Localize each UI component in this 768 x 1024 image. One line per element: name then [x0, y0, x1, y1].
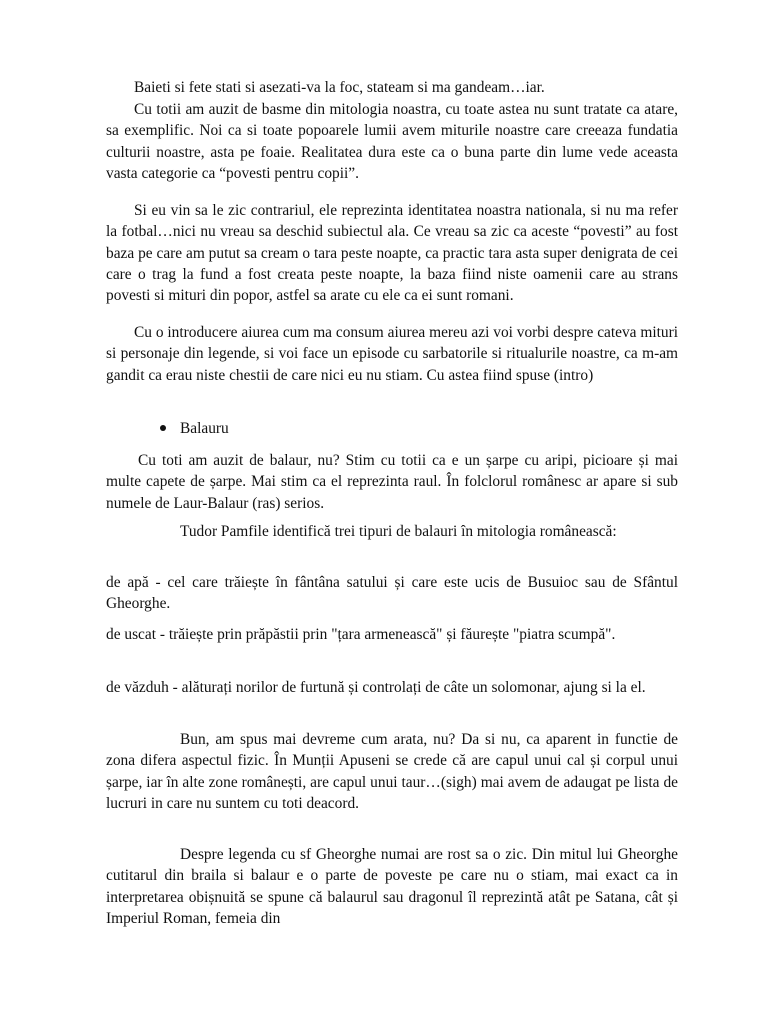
paragraph-pamfile: Tudor Pamfile identifică trei tipuri de balauri în mitologia românească: — [180, 523, 617, 540]
paragraph-myths: Cu totii am auzit de basme din mitologia noastra, cu toate astea nu sunt tratate ca atare, sa exemplific. Noi ca si toate popoarele lumii avem miturile noastre care creeaza fundatia culturii noastre, asta pe foaie. Realitatea dura este ca o buna parte din lume vede aceasta vasta categorie ca “povesti pentru copii”. — [106, 101, 678, 182]
paragraph-saint-george: Despre legenda cu sf Gheorghe numai are rost sa o zic. Din mitul lui Gheorghe cutitarul din braila si balaur e o parte de poveste pe care nu o stiam, mai exact ca in interpretarea obișnuită se spune că balaurul sau dragonul îl reprezintă atât pe Satana, cât și Imperiul Roman, femeia din — [106, 846, 678, 927]
paragraph-land-dragon: de uscat - trăiește prin prăpăstii prin "țara armenească" și făurește "piatra scumpă". — [106, 626, 616, 643]
paragraph-balaur: Cu toti am auzit de balaur, nu? Stim cu totii ca e un șarpe cu aripi, picioare și mai multe capete de șarpe. Mai stim ca el reprezinta raul. În folclorul românesc ar apare si sub numele de Laur-Balaur (ras) serios. — [106, 452, 678, 512]
paragraph-intro: Baieti si fete stati si asezati-va la foc, stateam si ma gandeam…iar. — [134, 79, 545, 96]
paragraph-sky-dragon: de văzduh - alăturați norilor de furtună și controlați de câte un solomonar, ajung si la el. — [106, 679, 646, 696]
bullet-dot-icon — [160, 425, 166, 431]
paragraph-introduction: Cu o introducere aiurea cum ma consum aiurea mereu azi voi vorbi despre cateva mituri si personaje din legende, si voi face un episode cu sarbatorile si ritualurile noastre, ca m-am gandit ca erau niste chestii de care nici eu nu stiam. Cu astea fiind spuse (intro) — [106, 324, 678, 384]
paragraph-identity: Si eu vin sa le zic contrariul, ele reprezinta identitatea noastra nationala, si nu ma refer la fotbal…nici nu vreau sa deschid subiectul ala. Ce vreau sa zic ca aceste “povesti” au fost baza pe care am putut sa cream o tara peste noapte, ca practic tara asta super denigrata de cei care o trag la fund a fost creata peste noapte, la baza fiind niste oamenii care au strans povesti si mituri din popor, astfel sa arate cu ele ca ei sunt romani. — [106, 202, 678, 305]
bullet-label: Balauru — [180, 420, 229, 437]
bullet-item — [160, 418, 229, 439]
paragraph-water-dragon: de apă - cel care trăiește în fântâna satului și care este ucis de Busuioc sau de Sfântul Gheorghe. — [106, 574, 678, 613]
paragraph-appearance: Bun, am spus mai devreme cum arata, nu? Da si nu, ca aparent in functie de zona difera aspectul fizic. În Munții Apuseni se crede că are capul unui cal și corpul unui șarpe, iar în alte zone românești, are capul unui taur…(sigh) mai avem de adaugat pe lista de lucruri in care nu suntem cu toti deacord. — [106, 731, 678, 812]
